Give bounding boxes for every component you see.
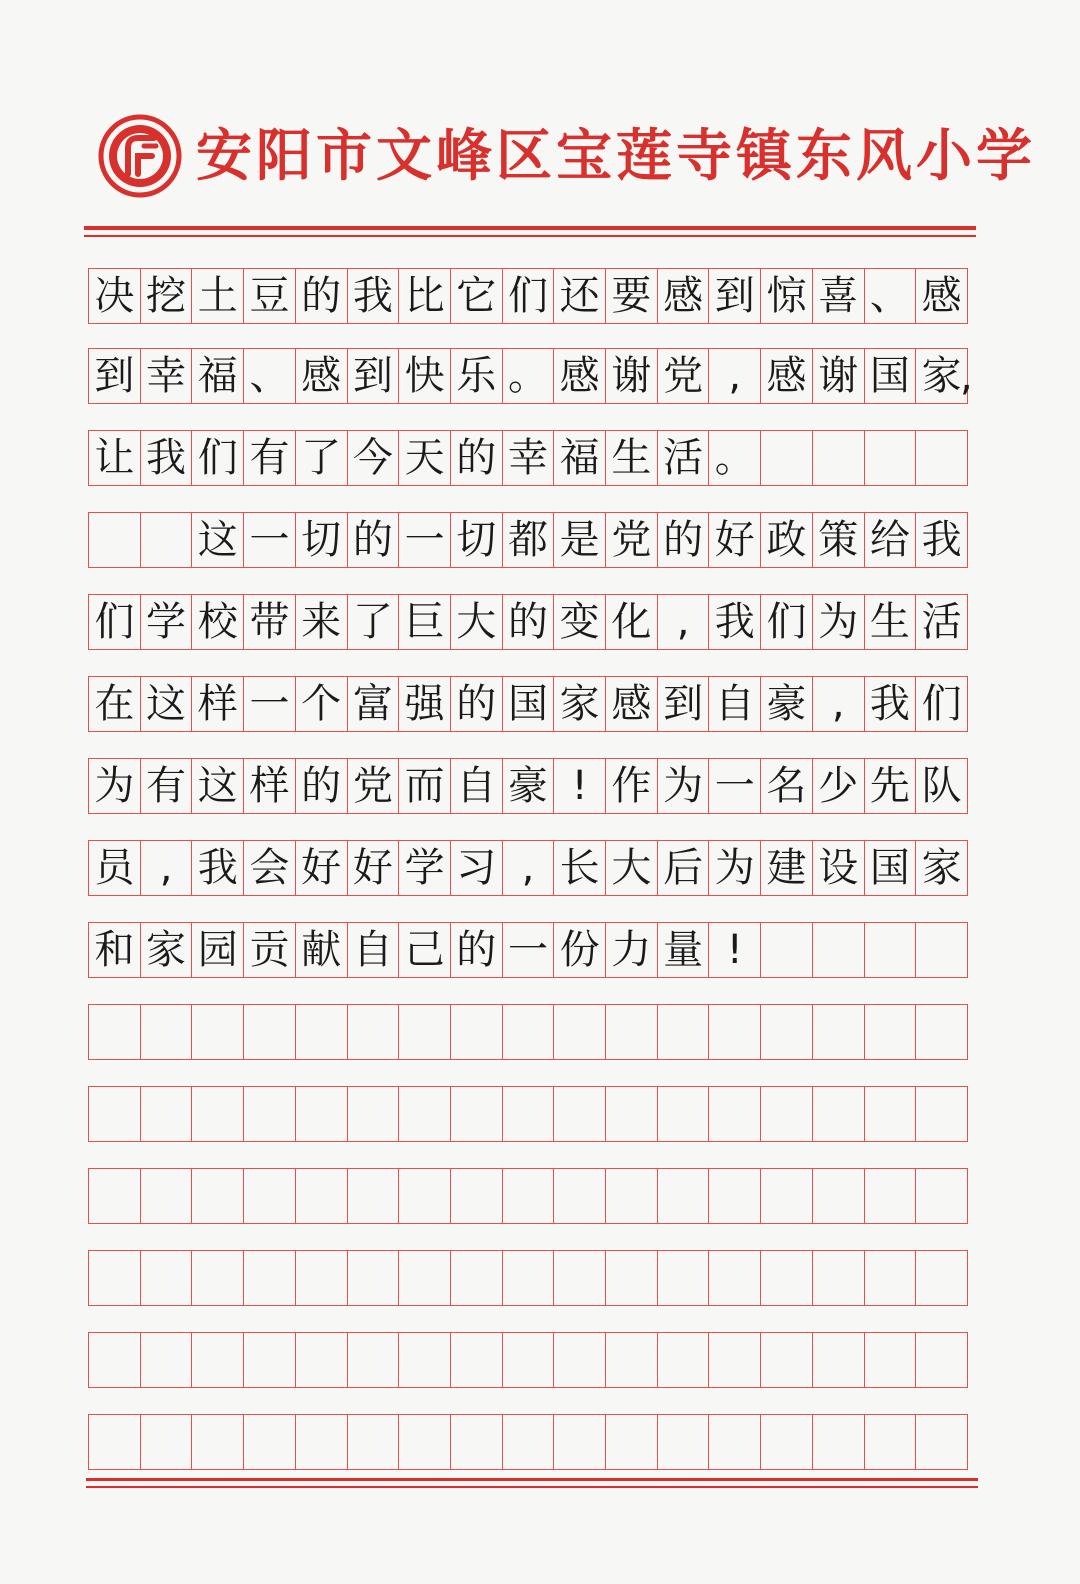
grid-cell: 好	[348, 841, 400, 895]
grid-cell: 习	[451, 841, 503, 895]
grid-cell: 福	[554, 431, 606, 485]
grid-cell	[658, 1251, 710, 1305]
grid-cell: 喜	[813, 269, 865, 323]
grid-cell	[554, 1333, 606, 1387]
grid-cell: 的	[451, 677, 503, 731]
grid-cell: 为	[709, 841, 761, 895]
grid-cell: 有	[244, 431, 296, 485]
grid-cell: 们	[921, 681, 962, 727]
grid-cell	[865, 1005, 917, 1059]
grid-cell	[399, 1005, 451, 1059]
grid-cell: 这	[192, 513, 244, 567]
grid-cell: 豪	[503, 759, 555, 813]
grid-cell	[141, 1251, 193, 1305]
grid-cell	[606, 1333, 658, 1387]
grid-cell: 好	[296, 841, 348, 895]
grid-row	[88, 430, 968, 486]
grid-cell: 样	[192, 677, 244, 731]
grid-cell: 到	[709, 269, 761, 323]
grid-cell: 豪	[761, 677, 813, 731]
grid-cell	[244, 1005, 296, 1059]
grid-cell: 的	[451, 923, 503, 977]
grid-cell	[865, 1169, 917, 1223]
grid-cell: 样	[244, 759, 296, 813]
grid-cell	[399, 1415, 451, 1469]
grid-cell	[244, 1333, 296, 1387]
grid-cell	[916, 1251, 967, 1305]
grid-cell: 是	[554, 513, 606, 567]
grid-cell	[658, 1087, 710, 1141]
grid-cell: 有	[141, 759, 193, 813]
grid-cell: 天	[399, 431, 451, 485]
grid-cell	[658, 1169, 710, 1223]
grid-cell: 感	[921, 273, 962, 319]
grid-cell	[916, 923, 967, 977]
grid-cell	[451, 1251, 503, 1305]
grid-cell: 的	[296, 759, 348, 813]
grid-row	[88, 922, 968, 978]
grid-cell	[89, 1415, 141, 1469]
grid-cell: 政	[761, 513, 813, 567]
grid-cell	[451, 1087, 503, 1141]
grid-cell: 我	[709, 595, 761, 649]
grid-cell	[296, 1087, 348, 1141]
grid-row	[88, 1332, 968, 1388]
grid-cell: 这	[141, 677, 193, 731]
grid-cell: 校	[192, 595, 244, 649]
grid-cell	[244, 1169, 296, 1223]
grid-cell	[761, 1251, 813, 1305]
grid-cell	[865, 1333, 917, 1387]
grid-cell: 学	[399, 841, 451, 895]
grid-cell: 福	[192, 349, 244, 403]
grid-cell: 作	[606, 759, 658, 813]
grid-cell: 在	[89, 677, 141, 731]
footer-rule-thick	[86, 1478, 978, 1481]
grid-cell	[658, 1005, 710, 1059]
grid-cell: 们	[503, 269, 555, 323]
grid-row	[88, 268, 968, 324]
grid-cell	[916, 1415, 967, 1469]
grid-row	[88, 1250, 968, 1306]
grid-cell: 谢	[606, 349, 658, 403]
grid-cell	[399, 1169, 451, 1223]
grid-cell: 来	[296, 595, 348, 649]
grid-cell: 的	[451, 431, 503, 485]
grid-row	[88, 676, 968, 732]
grid-cell: 感	[761, 349, 813, 403]
grid-cell	[244, 1251, 296, 1305]
grid-cell: 好	[709, 513, 761, 567]
grid-cell: 挖	[141, 269, 193, 323]
grid-cell: ,	[503, 841, 555, 895]
grid-cell: 切	[296, 513, 348, 567]
grid-cell: ,	[658, 595, 710, 649]
grid-cell	[89, 1251, 141, 1305]
grid-cell: 策	[813, 513, 865, 567]
grid-cell: 幸	[503, 431, 555, 485]
grid-cell	[503, 1333, 555, 1387]
grid-row	[88, 1168, 968, 1224]
grid-cell: 生	[606, 431, 658, 485]
grid-cell: 己	[399, 923, 451, 977]
grid-cell: 的	[348, 513, 400, 567]
grid-cell	[244, 1087, 296, 1141]
grid-cell: 大	[606, 841, 658, 895]
grid-cell	[658, 1415, 710, 1469]
grid-cell	[192, 1087, 244, 1141]
grid-cell	[451, 1169, 503, 1223]
grid-cell	[554, 1415, 606, 1469]
grid-cell: !	[554, 759, 606, 813]
grid-cell: 我	[348, 269, 400, 323]
grid-cell: 、	[244, 349, 296, 403]
grid-cell: 我	[192, 841, 244, 895]
grid-row	[88, 840, 968, 896]
grid-cell	[503, 1005, 555, 1059]
grid-cell: 感	[658, 269, 710, 323]
grid-cell: 们	[761, 595, 813, 649]
grid-cell: 它	[451, 269, 503, 323]
grid-cell	[451, 1333, 503, 1387]
grid-cell: 会	[244, 841, 296, 895]
grid-cell: 快	[399, 349, 451, 403]
grid-cell: 。	[503, 349, 555, 403]
grid-cell: 员	[89, 841, 141, 895]
grid-cell: 都	[503, 513, 555, 567]
grid-cell: 的	[658, 513, 710, 567]
grid-cell	[865, 923, 917, 977]
grid-cell: 感	[606, 677, 658, 731]
grid-cell: 比	[399, 269, 451, 323]
grid-cell: 我	[921, 517, 962, 563]
grid-cell	[813, 1087, 865, 1141]
grid-cell	[761, 1415, 813, 1469]
grid-cell	[761, 1005, 813, 1059]
grid-cell: 家	[921, 353, 962, 399]
grid-cell	[348, 1169, 400, 1223]
grid-cell: 化	[606, 595, 658, 649]
grid-cell: 到	[348, 349, 400, 403]
grid-cell: 家	[921, 845, 962, 891]
grid-cell: 设	[813, 841, 865, 895]
grid-cell	[89, 513, 141, 567]
grid-cell: 到	[89, 349, 141, 403]
grid-cell: 了	[296, 431, 348, 485]
grid-cell	[761, 923, 813, 977]
grid-cell: 了	[348, 595, 400, 649]
grid-cell	[761, 1169, 813, 1223]
grid-cell	[141, 1415, 193, 1469]
grid-cell	[554, 1005, 606, 1059]
grid-cell: 带	[244, 595, 296, 649]
grid-cell	[192, 1333, 244, 1387]
grid-cell	[865, 1251, 917, 1305]
grid-cell: 一	[709, 759, 761, 813]
grid-cell: ,	[709, 349, 761, 403]
grid-cell: 个	[296, 677, 348, 731]
grid-cell	[658, 1333, 710, 1387]
grid-cell	[554, 1251, 606, 1305]
grid-cell: 幸	[141, 349, 193, 403]
grid-cell	[709, 1087, 761, 1141]
grid-cell: 我	[865, 677, 917, 731]
grid-cell: 决	[89, 269, 141, 323]
grid-cell	[916, 1333, 967, 1387]
grid-cell: 乐	[451, 349, 503, 403]
grid-cell	[813, 1169, 865, 1223]
grid-cell: 党	[658, 349, 710, 403]
grid-cell: !	[709, 923, 761, 977]
grid-cell	[192, 1169, 244, 1223]
grid-cell	[451, 1005, 503, 1059]
grid-cell: 活	[921, 599, 962, 645]
margin-punctuation: ,	[960, 354, 973, 400]
grid-cell	[709, 1169, 761, 1223]
grid-cell	[813, 1415, 865, 1469]
grid-cell	[348, 1005, 400, 1059]
grid-cell	[761, 1333, 813, 1387]
grid-cell	[606, 1415, 658, 1469]
grid-cell: 巨	[399, 595, 451, 649]
grid-cell: 到	[658, 677, 710, 731]
grid-cell: 、	[865, 269, 917, 323]
grid-cell	[916, 1005, 967, 1059]
grid-cell: ,	[813, 677, 865, 731]
grid-cell: 谢	[813, 349, 865, 403]
grid-cell: 。	[709, 431, 761, 485]
grid-cell	[503, 1251, 555, 1305]
grid-cell	[503, 1415, 555, 1469]
grid-cell: 力	[606, 923, 658, 977]
grid-cell: 为	[658, 759, 710, 813]
grid-cell	[606, 1087, 658, 1141]
grid-cell	[554, 1087, 606, 1141]
grid-cell	[709, 1251, 761, 1305]
grid-cell	[916, 1087, 967, 1141]
grid-cell: 和	[89, 923, 141, 977]
grid-cell	[916, 1169, 967, 1223]
grid-cell	[141, 1005, 193, 1059]
grid-cell	[89, 1169, 141, 1223]
grid-cell	[141, 1333, 193, 1387]
grid-cell	[606, 1251, 658, 1305]
grid-cell: 份	[554, 923, 606, 977]
grid-cell: 强	[399, 677, 451, 731]
grid-cell	[761, 431, 813, 485]
grid-cell: ,	[141, 841, 193, 895]
grid-cell: 而	[399, 759, 451, 813]
grid-row	[88, 1414, 968, 1470]
grid-cell: 还	[554, 269, 606, 323]
grid-cell	[606, 1005, 658, 1059]
grid-cell: 为	[89, 759, 141, 813]
grid-cell	[141, 513, 193, 567]
grid-cell	[503, 1087, 555, 1141]
grid-cell: 大	[451, 595, 503, 649]
grid-cell	[709, 1415, 761, 1469]
grid-cell	[813, 1005, 865, 1059]
grid-cell	[865, 1087, 917, 1141]
grid-row	[88, 348, 968, 404]
grid-cell: 长	[554, 841, 606, 895]
grid-cell	[296, 1251, 348, 1305]
grid-cell	[554, 1169, 606, 1223]
grid-cell	[606, 1169, 658, 1223]
grid-cell	[916, 431, 967, 485]
grid-cell: 感	[296, 349, 348, 403]
grid-cell	[348, 1333, 400, 1387]
grid-cell	[296, 1169, 348, 1223]
grid-row	[88, 512, 968, 568]
grid-cell	[141, 1087, 193, 1141]
grid-cell: 感	[554, 349, 606, 403]
grid-cell: 国	[865, 349, 917, 403]
grid-cell: 党	[606, 513, 658, 567]
grid-cell: 献	[296, 923, 348, 977]
grid-cell: 国	[865, 841, 917, 895]
grid-cell: 国	[503, 677, 555, 731]
grid-cell: 名	[761, 759, 813, 813]
grid-cell	[865, 1415, 917, 1469]
grid-cell: 贡	[244, 923, 296, 977]
grid-cell: 土	[192, 269, 244, 323]
grid-cell	[89, 1087, 141, 1141]
grid-cell	[813, 1251, 865, 1305]
grid-row	[88, 594, 968, 650]
grid-cell: 让	[89, 431, 141, 485]
grid-cell	[451, 1415, 503, 1469]
school-name: 安阳市文峰区宝莲寺镇东风小学	[196, 123, 1036, 189]
grid-cell	[348, 1087, 400, 1141]
grid-cell: 富	[348, 677, 400, 731]
grid-cell: 队	[921, 763, 962, 809]
grid-cell	[813, 431, 865, 485]
grid-cell: 园	[192, 923, 244, 977]
grid-cell: 今	[348, 431, 400, 485]
grid-cell	[399, 1087, 451, 1141]
grid-cell	[296, 1333, 348, 1387]
grid-cell	[296, 1415, 348, 1469]
grid-cell: 一	[399, 513, 451, 567]
grid-cell: 豆	[244, 269, 296, 323]
grid-cell: 要	[606, 269, 658, 323]
grid-cell	[192, 1251, 244, 1305]
grid-cell: 变	[554, 595, 606, 649]
grid-cell: 后	[658, 841, 710, 895]
grid-cell	[709, 1005, 761, 1059]
grid-cell: 一	[244, 677, 296, 731]
grid-cell	[813, 923, 865, 977]
grid-cell	[89, 1333, 141, 1387]
grid-cell: 生	[865, 595, 917, 649]
grid-cell: 一	[244, 513, 296, 567]
grid-cell: 我	[141, 431, 193, 485]
grid-cell: 的	[503, 595, 555, 649]
grid-cell: 党	[348, 759, 400, 813]
grid-cell: 为	[813, 595, 865, 649]
grid-cell	[399, 1251, 451, 1305]
grid-cell	[761, 1087, 813, 1141]
grid-cell: 们	[89, 595, 141, 649]
grid-cell	[865, 431, 917, 485]
grid-cell: 活	[658, 431, 710, 485]
grid-cell	[348, 1251, 400, 1305]
grid-row	[88, 758, 968, 814]
grid-cell: 们	[192, 431, 244, 485]
grid-cell: 自	[451, 759, 503, 813]
grid-cell	[813, 1333, 865, 1387]
grid-cell	[348, 1415, 400, 1469]
grid-cell: 学	[141, 595, 193, 649]
grid-row	[88, 1004, 968, 1060]
grid-cell: 先	[865, 759, 917, 813]
grid-cell: 自	[348, 923, 400, 977]
grid-cell: 量	[658, 923, 710, 977]
grid-cell: 家	[141, 923, 193, 977]
grid-row	[88, 1086, 968, 1142]
grid-cell: 切	[451, 513, 503, 567]
grid-cell	[296, 1005, 348, 1059]
grid-cell: 自	[709, 677, 761, 731]
grid-cell	[192, 1005, 244, 1059]
grid-cell	[244, 1415, 296, 1469]
grid-cell: 家	[554, 677, 606, 731]
grid-cell: 建	[761, 841, 813, 895]
grid-cell	[141, 1169, 193, 1223]
grid-cell: 少	[813, 759, 865, 813]
grid-cell: 的	[296, 269, 348, 323]
grid-cell: 给	[865, 513, 917, 567]
grid-cell	[192, 1415, 244, 1469]
grid-cell	[503, 1169, 555, 1223]
grid-cell: 一	[503, 923, 555, 977]
grid-cell: 惊	[761, 269, 813, 323]
grid-cell: 这	[192, 759, 244, 813]
grid-cell	[709, 1333, 761, 1387]
grid-cell	[89, 1005, 141, 1059]
footer-rule-thin	[86, 1486, 978, 1488]
grid-cell	[399, 1333, 451, 1387]
